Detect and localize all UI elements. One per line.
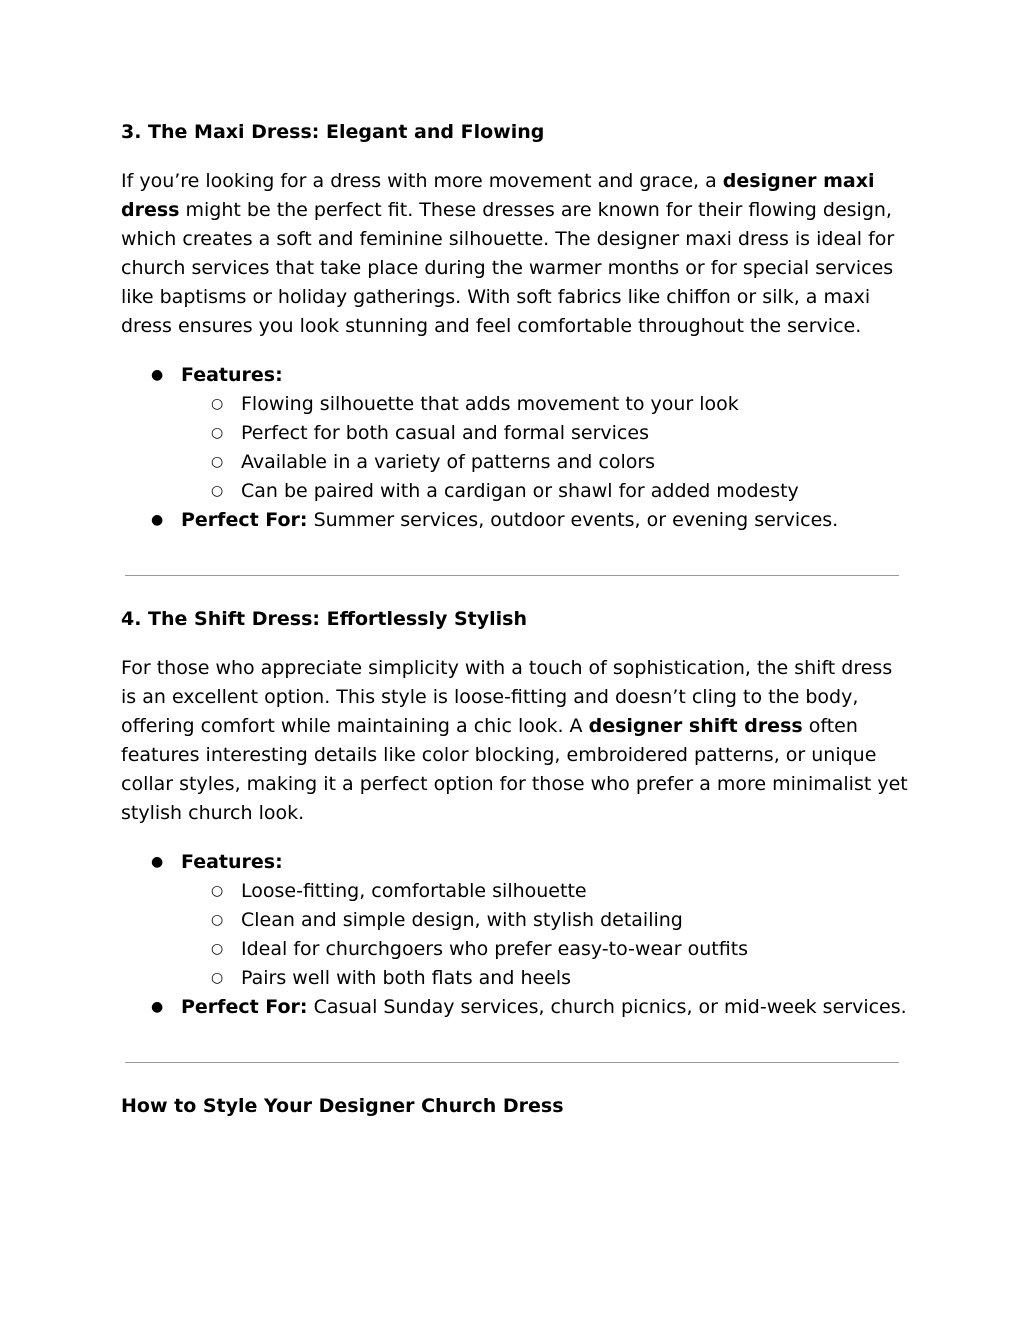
maxi-dress-bullet-list — [121, 361, 911, 535]
perfect-for-bullet — [121, 993, 911, 1022]
section-heading-how-to-style: How to Style Your Designer Church Dress — [121, 1095, 564, 1117]
section-heading-maxi-dress: 3. The Maxi Dress: Elegant and Flowing — [121, 121, 545, 143]
list-item: ○ Perfect for both casual and formal services — [181, 419, 911, 448]
list-item: ○ Flowing silhouette that adds movement to your look — [181, 390, 911, 419]
paragraph-maxi-dress — [121, 167, 911, 341]
list-item: ○ Ideal for churchgoers who prefer easy-to-wear outfits — [181, 935, 911, 964]
paragraph-text: might be the perfect fit. These dresses are known for their flowing design, which creates a soft and feminine silhouette. The designer maxi dress is ideal for church services that take place during the warmer months or for special services like baptisms or holiday gatherings. With soft fabrics like chiffon or silk, a maxi dress ensures you look stunning and feel comfortable throughout the service. — [121, 199, 895, 337]
shift-dress-bullet-list — [121, 848, 911, 1022]
section-heading-shift-dress: 4. The Shift Dress: Effortlessly Stylish — [121, 608, 528, 630]
paragraph-shift-dress — [121, 654, 911, 828]
list-item: ○ Clean and simple design, with stylish detailing — [181, 906, 911, 935]
perfect-for-label: Perfect For: — [181, 996, 308, 1018]
list-item: ○ Can be paired with a cardigan or shawl for added modesty — [181, 477, 911, 506]
perfect-for-bullet — [121, 506, 911, 535]
features-bullet — [121, 361, 911, 506]
features-label: Features: — [181, 851, 283, 873]
bold-term-designer-shift-dress: designer shift dress — [588, 715, 803, 737]
list-item: ○ Pairs well with both flats and heels — [181, 964, 911, 993]
paragraph-text: If you’re looking for a dress with more movement and grace, a — [121, 170, 723, 192]
list-item: ○ Loose-fitting, comfortable silhouette — [181, 877, 911, 906]
paragraph-text: For those who appreciate simplicity with a touch of sophistication, the shift dress is an excellent option. This style is loose-fitting and doesn’t cling to the body, offering comfort while maintaining a chic look. A — [121, 657, 893, 737]
perfect-for-text: Casual Sunday services, church picnics, or mid-week services. — [307, 996, 907, 1018]
perfect-for-text: Summer services, outdoor events, or evening services. — [307, 509, 839, 531]
features-label: Features: — [181, 364, 283, 386]
features-sublist — [181, 390, 911, 506]
features-sublist — [181, 877, 911, 993]
document-body — [121, 118, 911, 1121]
bold-term-designer-maxi-dress: designer maxi dress — [121, 170, 875, 221]
perfect-for-label: Perfect For: — [181, 509, 308, 531]
paragraph-text: often features interesting details like color blocking, embroidered patterns, or unique collar styles, making it a perfect option for those who prefer a more minimalist yet stylish church look. — [121, 715, 908, 824]
features-bullet — [121, 848, 911, 993]
list-item: ○ Available in a variety of patterns and colors — [181, 448, 911, 477]
